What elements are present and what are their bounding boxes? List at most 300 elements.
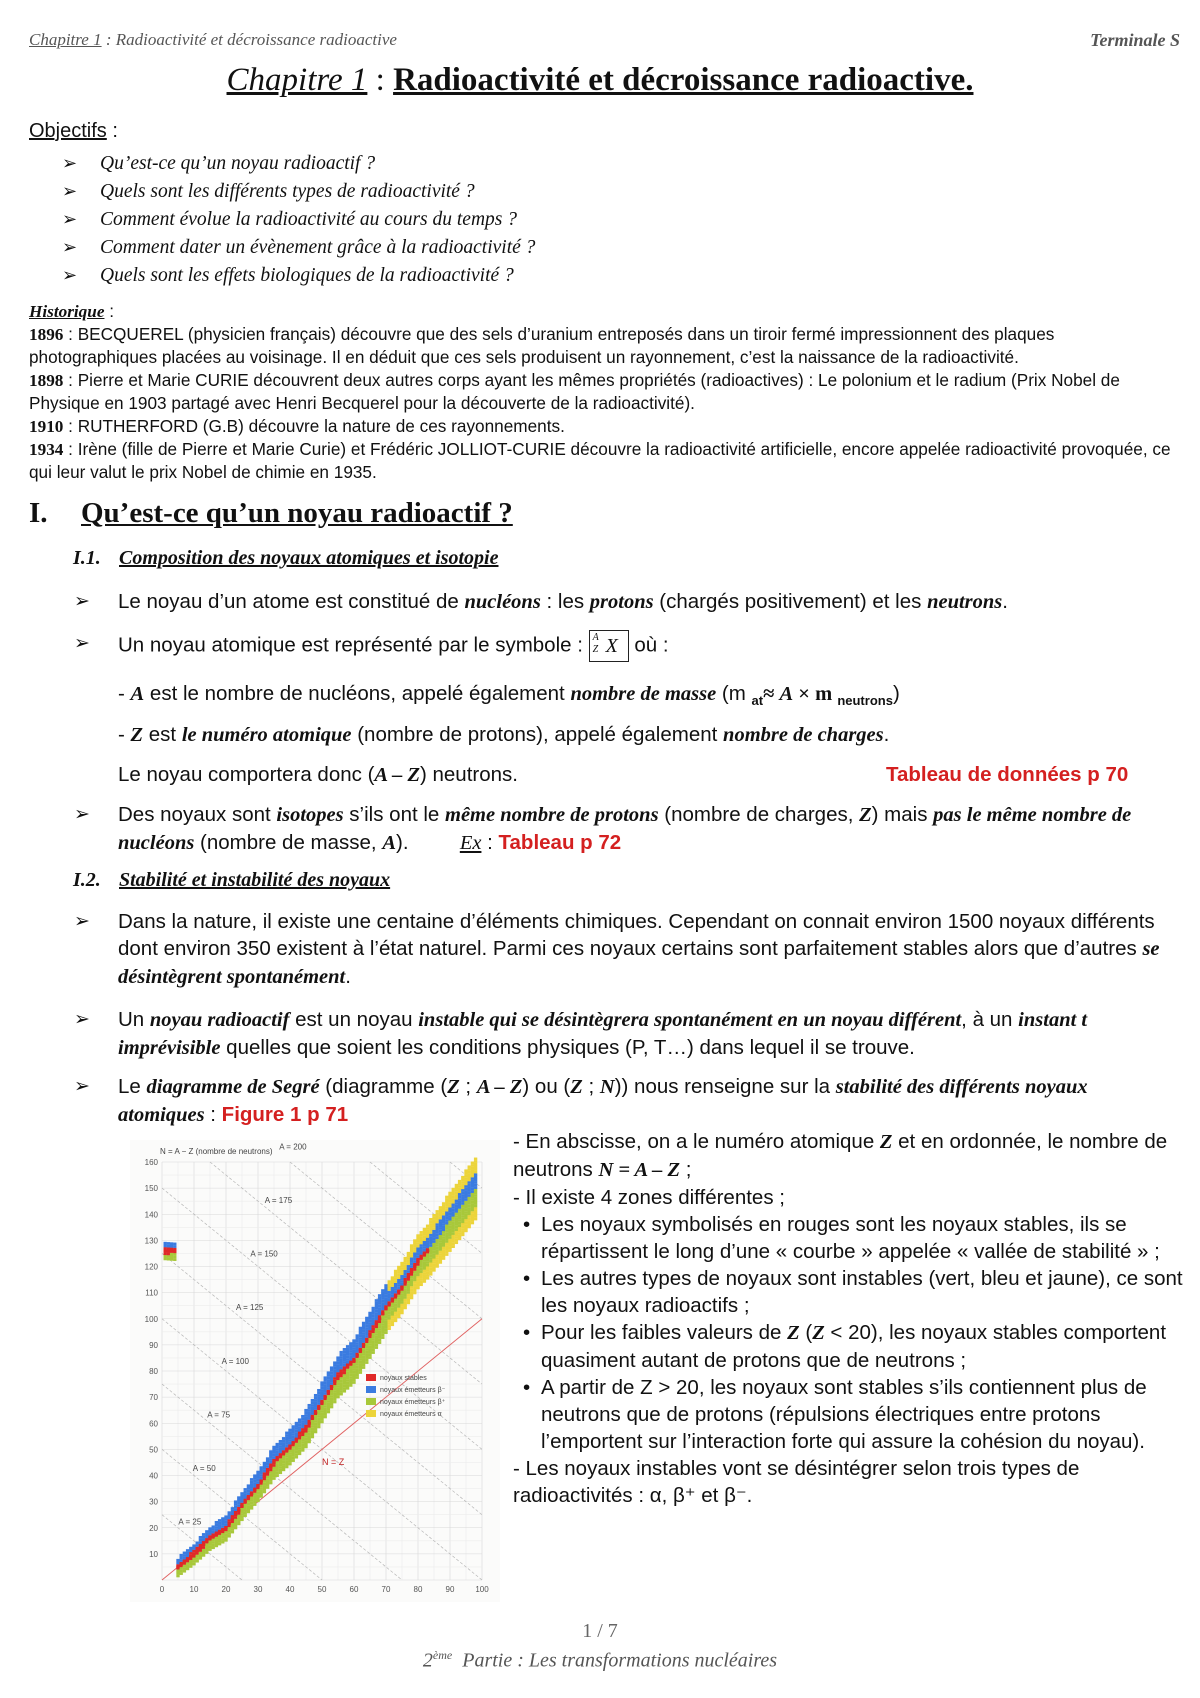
nucleus-cell <box>445 1232 448 1235</box>
nucleus-cell <box>394 1314 397 1317</box>
nucleus-cell <box>285 1442 288 1445</box>
nucleus-cell <box>455 1228 458 1231</box>
nucleus-cell <box>327 1377 330 1380</box>
nucleus-cell <box>372 1330 375 1333</box>
nucleus-cell <box>416 1271 419 1274</box>
nucleus-cell <box>455 1241 458 1244</box>
nucleus-cell <box>164 1242 167 1245</box>
nucleus-cell <box>295 1432 298 1435</box>
stable-nucleus <box>285 1449 288 1452</box>
nucleus-cell <box>400 1262 403 1265</box>
nucleus-cell <box>464 1209 467 1212</box>
nucleus-cell <box>448 1215 451 1218</box>
nucleus-cell <box>429 1257 432 1260</box>
nucleus-cell <box>420 1249 423 1252</box>
nucleus-cell <box>464 1211 467 1214</box>
nucleus-cell <box>474 1189 477 1192</box>
nucleus-cell <box>436 1249 439 1252</box>
nucleus-cell <box>224 1534 227 1537</box>
nucleus-cell <box>317 1423 320 1426</box>
nucleus-cell <box>212 1541 215 1544</box>
nucleus-cell <box>240 1516 243 1519</box>
nucleus-cell <box>429 1249 432 1252</box>
nucleus-cell <box>455 1213 458 1216</box>
nucleus-cell <box>464 1175 467 1178</box>
stable-nucleus <box>192 1553 195 1556</box>
nucleus-cell <box>170 1255 173 1258</box>
nucleus-cell <box>330 1403 333 1406</box>
nucleus-cell <box>368 1330 371 1333</box>
nucleus-cell <box>228 1517 231 1520</box>
nucleus-cell <box>352 1379 355 1382</box>
nucleus-cell <box>183 1570 186 1573</box>
nucleus-cell <box>400 1309 403 1312</box>
nucleus-cell <box>285 1455 288 1458</box>
nucleus-cell <box>413 1273 416 1276</box>
nucleus-cell <box>352 1373 355 1376</box>
nucleus-cell <box>416 1247 419 1250</box>
stable-nucleus <box>221 1528 224 1531</box>
nucleus-cell <box>413 1268 416 1271</box>
stable-nucleus <box>320 1401 323 1404</box>
nucleus-cell <box>458 1188 461 1191</box>
nucleus-cell <box>404 1278 407 1281</box>
nucleus-cell <box>234 1500 237 1503</box>
nucleus-cell <box>404 1270 407 1273</box>
nucleus-cell <box>388 1291 391 1294</box>
nucleus-cell <box>301 1441 304 1444</box>
x-tick-label: 80 <box>413 1585 423 1594</box>
nucleus-cell <box>253 1501 256 1504</box>
nucleus-cell <box>365 1325 368 1328</box>
nucleus-cell <box>317 1389 320 1392</box>
nucleus-cell <box>269 1450 272 1453</box>
objectives-heading: Objectifs : <box>29 120 118 142</box>
nucleus-cell <box>372 1307 375 1310</box>
nucleus-cell <box>343 1385 346 1388</box>
nucleus-cell <box>474 1205 477 1208</box>
nucleus-cell <box>208 1548 211 1551</box>
nucleus-cell <box>343 1374 346 1377</box>
nucleus-cell <box>442 1231 445 1234</box>
nucleus-cell <box>365 1356 368 1359</box>
nucleus-cell <box>436 1228 439 1231</box>
nucleus-cell <box>288 1460 291 1463</box>
nucleus-cell <box>471 1164 474 1167</box>
nucleus-cell <box>240 1508 243 1511</box>
stable-nucleus <box>183 1560 186 1563</box>
nucleus-cell <box>298 1447 301 1450</box>
nucleus-cell <box>439 1248 442 1251</box>
nucleus-cell <box>343 1390 346 1393</box>
nucleus-cell <box>420 1265 423 1268</box>
nucleus-cell <box>423 1228 426 1231</box>
nucleus-cell <box>400 1301 403 1304</box>
nucleus-cell <box>285 1445 288 1448</box>
stable-nucleus <box>231 1518 234 1521</box>
nucleus-cell <box>180 1557 183 1560</box>
nucleus-cell <box>452 1201 455 1204</box>
nucleus-cell <box>192 1557 195 1560</box>
nucleus-cell <box>218 1535 221 1538</box>
nucleus-cell <box>432 1245 435 1248</box>
paragraph: Le noyau comportera donc (A – Z) neutrons. <box>118 763 518 786</box>
nucleus-cell <box>471 1175 474 1178</box>
nucleus-cell <box>359 1361 362 1364</box>
nucleus-cell <box>298 1442 301 1445</box>
nucleus-cell <box>442 1205 445 1208</box>
nucleus-cell <box>368 1348 371 1351</box>
nucleus-cell <box>215 1542 218 1545</box>
nucleus-cell <box>247 1484 250 1487</box>
nucleus-cell <box>423 1241 426 1244</box>
nucleus-cell <box>173 1243 176 1246</box>
nucleus-cell <box>346 1382 349 1385</box>
nucleus-cell <box>320 1408 323 1411</box>
nucleus-cell <box>452 1243 455 1246</box>
nucleus-cell <box>388 1309 391 1312</box>
nucleus-cell <box>378 1307 381 1310</box>
nucleus-cell <box>416 1255 419 1258</box>
nucleus-cell <box>266 1473 269 1476</box>
nucleus-cell <box>333 1367 336 1370</box>
nucleus-cell <box>372 1333 375 1336</box>
nucleus-cell <box>436 1239 439 1242</box>
nucleus-cell <box>452 1240 455 1243</box>
nucleus-cell <box>439 1253 442 1256</box>
x-tick-label: 10 <box>189 1585 199 1594</box>
nucleus-cell <box>215 1524 218 1527</box>
nucleus-cell <box>295 1448 298 1451</box>
nucleus-cell <box>266 1468 269 1471</box>
nucleus-cell <box>471 1195 474 1198</box>
nucleus-cell <box>253 1498 256 1501</box>
nucleus-cell <box>384 1310 387 1313</box>
nucleus-cell <box>314 1397 317 1400</box>
nucleus-cell <box>292 1433 295 1436</box>
nucleus-cell <box>420 1242 423 1245</box>
nucleus-cell <box>458 1182 461 1185</box>
nuclide-symbol: A Z X <box>589 630 629 662</box>
nucleus-cell <box>237 1520 240 1523</box>
nucleus-cell <box>423 1249 426 1252</box>
nucleus-cell <box>327 1398 330 1401</box>
nucleus-cell <box>304 1435 307 1438</box>
nucleus-cell <box>436 1223 439 1226</box>
list-item: • Les autres types de noyaux sont instables (vert, bleu et jaune), ce sont les noyaux radioactifs ; <box>523 1267 1183 1317</box>
nucleus-cell <box>333 1388 336 1391</box>
nucleus-cell <box>391 1318 394 1321</box>
nucleus-cell <box>272 1477 275 1480</box>
nucleus-cell <box>455 1223 458 1226</box>
nucleus-cell <box>381 1305 384 1308</box>
nucleus-cell <box>208 1546 211 1549</box>
nucleus-cell <box>202 1538 205 1541</box>
nucleus-cell <box>279 1471 282 1474</box>
y-tick-label: 120 <box>144 1262 158 1272</box>
nucleus-cell <box>301 1418 304 1421</box>
nucleus-cell <box>304 1419 307 1422</box>
nucleus-cell <box>404 1259 407 1262</box>
stable-nucleus <box>340 1372 343 1375</box>
nucleus-cell <box>429 1247 432 1250</box>
nucleus-cell <box>346 1369 349 1372</box>
nucleus-cell <box>445 1248 448 1251</box>
nucleus-cell <box>304 1440 307 1443</box>
nucleus-cell <box>471 1188 474 1191</box>
nucleus-cell <box>458 1219 461 1222</box>
nucleus-cell <box>391 1295 394 1298</box>
nucleus-cell <box>336 1390 339 1393</box>
nucleus-cell <box>311 1433 314 1436</box>
nucleus-cell <box>276 1453 279 1456</box>
stable-nucleus <box>301 1431 304 1434</box>
historique-entry: 1898 : Pierre et Marie CURIE découvrent deux autres corps ayant les mêmes propriétés (radioactives) : Le polonium et le radium (Prix Nobel de Physique en 1903 partagé avec Henri Becquerel pour la découverte de la radioactivité). <box>29 370 1120 413</box>
nucleus-cell <box>445 1219 448 1222</box>
nucleus-cell <box>362 1361 365 1364</box>
arrow-bullet-icon: ➢ <box>62 181 78 201</box>
nucleus-cell <box>167 1242 170 1245</box>
nucleus-cell <box>384 1302 387 1305</box>
nucleus-cell <box>320 1392 323 1395</box>
nucleus-cell <box>416 1268 419 1271</box>
nucleus-cell <box>311 1407 314 1410</box>
nucleus-cell <box>384 1297 387 1300</box>
nucleus-cell <box>413 1247 416 1250</box>
nucleus-cell <box>436 1260 439 1263</box>
nucleus-cell <box>458 1206 461 1209</box>
nucleus-cell <box>410 1297 413 1300</box>
nucleus-cell <box>429 1270 432 1273</box>
nucleus-cell <box>461 1207 464 1210</box>
nucleus-cell <box>272 1446 275 1449</box>
nucleus-cell <box>468 1223 471 1226</box>
nucleus-cell <box>192 1563 195 1566</box>
nucleus-cell <box>247 1508 250 1511</box>
nucleus-cell <box>365 1332 368 1335</box>
x-tick-label: 50 <box>317 1585 327 1594</box>
nucleus-cell <box>391 1287 394 1290</box>
nucleus-cell <box>410 1255 413 1258</box>
nucleus-cell <box>455 1205 458 1208</box>
nucleus-cell <box>426 1245 429 1248</box>
nucleus-cell <box>263 1480 266 1483</box>
nucleus-cell <box>196 1552 199 1555</box>
legend-swatch <box>366 1386 376 1393</box>
nucleus-cell <box>359 1369 362 1372</box>
chart-diag-label: N = Z <box>322 1457 345 1468</box>
nucleus-cell <box>468 1218 471 1221</box>
nucleus-cell <box>461 1189 464 1192</box>
nucleus-cell <box>352 1355 355 1358</box>
nucleus-cell <box>442 1247 445 1250</box>
nucleus-cell <box>170 1245 173 1248</box>
nucleus-cell <box>192 1550 195 1553</box>
nucleus-cell <box>413 1255 416 1258</box>
nucleus-cell <box>346 1379 349 1382</box>
nucleus-cell <box>432 1243 435 1246</box>
nucleus-cell <box>372 1346 375 1349</box>
nucleus-cell <box>426 1243 429 1246</box>
list-item: • Pour les faibles valeurs de Z (Z < 20), les noyaux stables comportent quasiment autant de protons que de neutrons ; <box>523 1321 1167 1372</box>
nucleus-cell <box>365 1317 368 1320</box>
nucleus-cell <box>448 1210 451 1213</box>
nucleus-cell <box>343 1382 346 1385</box>
nucleus-cell <box>244 1504 247 1507</box>
stable-nucleus <box>199 1546 202 1549</box>
nucleus-cell <box>426 1269 429 1272</box>
nucleus-cell <box>346 1350 349 1353</box>
nucleus-cell <box>442 1228 445 1231</box>
nucleus-cell <box>397 1297 400 1300</box>
legend-swatch <box>366 1410 376 1417</box>
nucleus-cell <box>308 1438 311 1441</box>
nucleus-cell <box>468 1165 471 1168</box>
stable-nucleus <box>311 1417 314 1420</box>
nucleus-cell <box>439 1251 442 1254</box>
nucleus-cell <box>410 1291 413 1294</box>
nucleus-cell <box>388 1306 391 1309</box>
nucleus-cell <box>349 1368 352 1371</box>
nucleus-cell <box>426 1261 429 1264</box>
nucleus-cell <box>423 1275 426 1278</box>
nucleus-cell <box>333 1390 336 1393</box>
nucleus-cell <box>474 1197 477 1200</box>
nucleus-cell <box>282 1461 285 1464</box>
nucleus-cell <box>352 1339 355 1342</box>
nucleus-cell <box>349 1371 352 1374</box>
stable-nucleus <box>378 1317 381 1320</box>
nucleus-cell <box>436 1215 439 1218</box>
nucleus-cell <box>228 1514 231 1517</box>
nucleus-cell <box>218 1537 221 1540</box>
nucleus-cell <box>404 1307 407 1310</box>
nucleus-cell <box>340 1364 343 1367</box>
iso-label: A = 150 <box>250 1249 278 1259</box>
nucleus-cell <box>250 1507 253 1510</box>
nucleus-cell <box>426 1253 429 1256</box>
nucleus-cell <box>173 1256 176 1259</box>
nucleus-cell <box>327 1371 330 1374</box>
nucleus-cell <box>314 1417 317 1420</box>
nucleus-cell <box>308 1425 311 1428</box>
nucleus-cell <box>336 1364 339 1367</box>
nucleus-cell <box>189 1549 192 1552</box>
nucleus-cell <box>413 1239 416 1242</box>
nucleus-cell <box>285 1460 288 1463</box>
nucleus-cell <box>186 1552 189 1555</box>
nucleus-cell <box>314 1394 317 1397</box>
nucleus-cell <box>474 1168 477 1171</box>
nucleus-cell <box>439 1211 442 1214</box>
nucleus-cell <box>439 1235 442 1238</box>
stable-nucleus <box>413 1265 416 1268</box>
nucleus-cell <box>276 1461 279 1464</box>
nucleus-cell <box>218 1527 221 1530</box>
nucleus-cell <box>388 1280 391 1283</box>
nucleus-cell <box>272 1448 275 1451</box>
nucleus-cell <box>461 1226 464 1229</box>
nucleus-cell <box>452 1198 455 1201</box>
nucleus-cell <box>413 1284 416 1287</box>
stable-nucleus <box>292 1442 295 1445</box>
nucleus-cell <box>384 1313 387 1316</box>
nucleus-cell <box>394 1275 397 1278</box>
nucleus-cell <box>394 1285 397 1288</box>
nucleus-cell <box>429 1255 432 1258</box>
nucleus-cell <box>340 1359 343 1362</box>
nucleus-cell <box>263 1488 266 1491</box>
nucleus-cell <box>416 1237 419 1240</box>
nucleus-cell <box>397 1284 400 1287</box>
nucleus-cell <box>224 1523 227 1526</box>
nucleus-cell <box>452 1219 455 1222</box>
nucleus-cell <box>244 1488 247 1491</box>
nucleus-cell <box>381 1297 384 1300</box>
nucleus-cell <box>468 1194 471 1197</box>
nucleus-cell <box>202 1546 205 1549</box>
x-tick-label: 0 <box>159 1585 165 1594</box>
nucleus-cell <box>170 1258 173 1261</box>
nucleus-cell <box>455 1210 458 1213</box>
nucleus-cell <box>436 1231 439 1234</box>
stable-nucleus <box>164 1249 167 1252</box>
nucleus-cell <box>336 1388 339 1391</box>
nucleus-cell <box>461 1228 464 1231</box>
nucleus-cell <box>461 1181 464 1184</box>
nucleus-cell <box>461 1233 464 1236</box>
stable-nucleus <box>295 1438 298 1441</box>
nucleus-cell <box>167 1258 170 1261</box>
nucleus-cell <box>282 1440 285 1443</box>
nucleus-cell <box>234 1519 237 1522</box>
nucleus-cell <box>269 1471 272 1474</box>
nucleus-cell <box>189 1552 192 1555</box>
nucleus-cell <box>212 1531 215 1534</box>
nucleus-cell <box>263 1467 266 1470</box>
nucleus-cell <box>458 1232 461 1235</box>
nucleus-cell <box>282 1466 285 1469</box>
nucleus-cell <box>474 1165 477 1168</box>
nucleus-cell <box>429 1242 432 1245</box>
reference-link: Tableau p 72 <box>498 831 622 854</box>
nucleus-cell <box>314 1399 317 1402</box>
nucleus-cell <box>455 1186 458 1189</box>
nucleus-cell <box>471 1182 474 1185</box>
stable-nucleus <box>330 1385 333 1388</box>
y-tick-label: 130 <box>144 1236 158 1246</box>
nucleus-cell <box>324 1387 327 1390</box>
nucleus-cell <box>375 1331 378 1334</box>
nucleus-cell <box>349 1347 352 1350</box>
nucleus-cell <box>464 1224 467 1227</box>
nucleus-cell <box>368 1317 371 1320</box>
nucleus-cell <box>471 1203 474 1206</box>
nucleus-cell <box>320 1381 323 1384</box>
legend-label: noyaux émetteurs α <box>380 1411 442 1418</box>
nucleus-cell <box>314 1404 317 1407</box>
nucleus-cell <box>228 1535 231 1538</box>
stable-nucleus <box>317 1406 320 1409</box>
nucleus-cell <box>327 1387 330 1390</box>
nucleus-cell <box>359 1342 362 1345</box>
nucleus-cell <box>336 1369 339 1372</box>
nucleus-cell <box>423 1277 426 1280</box>
nucleus-cell <box>317 1415 320 1418</box>
nucleus-cell <box>448 1226 451 1229</box>
nucleus-cell <box>420 1270 423 1273</box>
nucleus-cell <box>365 1345 368 1348</box>
